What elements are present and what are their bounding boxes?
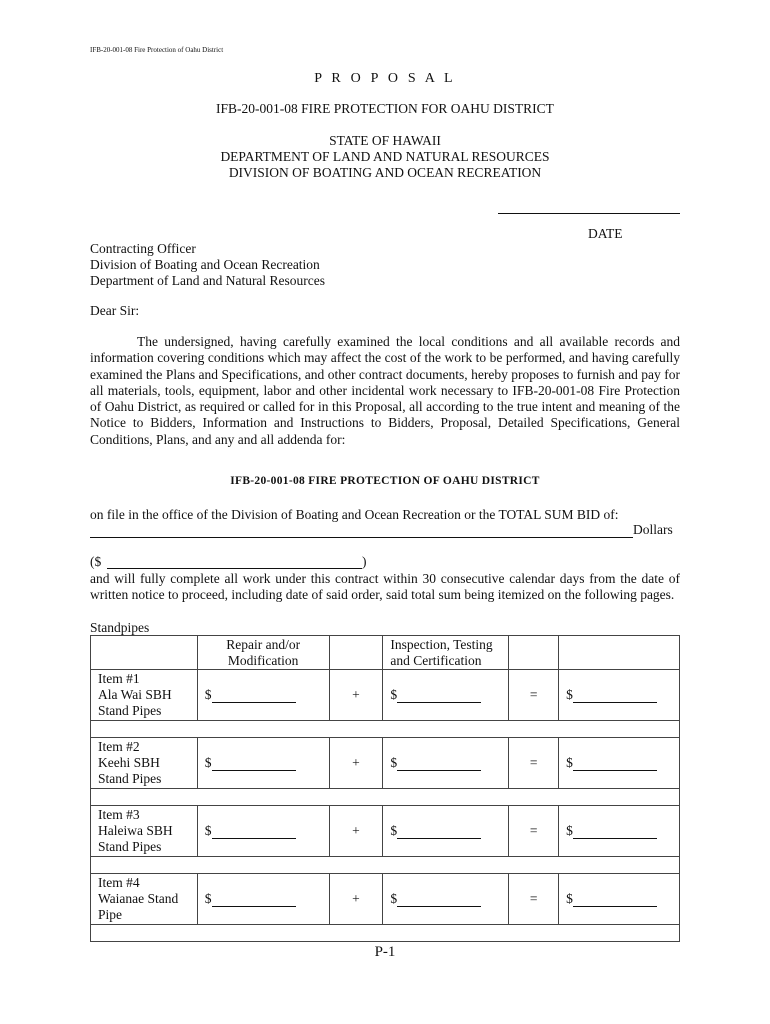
dollar-sign: $ — [204, 687, 212, 702]
table-spacer-row — [91, 925, 680, 942]
dollar-sign: $ — [204, 755, 212, 770]
dollars-label: Dollars — [633, 522, 673, 537]
page-title: P R O P O S A L — [314, 71, 456, 86]
salutation: Dear Sir: — [90, 303, 140, 318]
item-label: Item #1 — [98, 671, 140, 686]
total-amount-blank[interactable] — [573, 893, 657, 907]
column-header-text: Inspection, Testing — [390, 637, 493, 652]
table-row — [91, 738, 680, 789]
date-signature-line[interactable] — [498, 213, 680, 214]
date-label: DATE — [588, 226, 623, 241]
item-label-cell — [91, 806, 198, 857]
item-label: Stand Pipes — [98, 839, 162, 854]
item-label: Item #2 — [98, 739, 140, 754]
equals-cell: = — [509, 738, 559, 789]
column-header-text: Modification — [227, 653, 299, 668]
total-amount-cell[interactable] — [559, 670, 680, 721]
table-row — [91, 670, 680, 721]
table-header-cell — [559, 636, 680, 670]
item-label: Pipe — [98, 907, 123, 922]
dollar-sign: $ — [390, 823, 398, 838]
addressee-line: Division of Boating and Ocean Recreation — [90, 257, 320, 272]
completion-paragraph: and will fully complete all work under this contract within 30 consecutive calendar days from the date of written notice to proceed, including date of said order, said total sum being itemized on the following pages. — [90, 571, 680, 603]
dollar-sign: $ — [566, 823, 573, 838]
repair-amount-cell[interactable] — [197, 806, 329, 857]
table-spacer-row — [91, 789, 680, 806]
table-header-cell — [329, 636, 383, 670]
dollar-sign: $ — [390, 687, 398, 702]
table-header-cell — [91, 636, 198, 670]
total-amount-blank[interactable] — [573, 689, 657, 703]
total-amount-blank[interactable] — [573, 825, 657, 839]
inspection-amount-cell[interactable] — [383, 806, 509, 857]
state-line: STATE OF HAWAII — [329, 133, 441, 148]
inspection-amount-blank[interactable] — [397, 689, 481, 703]
total-amount-cell[interactable] — [559, 874, 680, 925]
inspection-amount-blank[interactable] — [397, 757, 481, 771]
section-label: Standpipes — [90, 620, 150, 635]
amount-open-paren: ($ — [90, 554, 102, 569]
running-head: IFB-20-001-08 Fire Protection of Oahu District — [90, 46, 224, 54]
equals-cell: = — [509, 806, 559, 857]
proposal-paragraph: The undersigned, having carefully examined the local conditions and all available records and information covering conditions which may affect the cost of the work to be performed, and having carefully examined the Plans and Specifications, and other contract documents, hereby proposes to furnish and pay for all materials, tools, equipment, labor and other incidental work necessary to IFB-20-001-08 Fire Protection of Oahu District, as required or called for in this Proposal, all according to the true intent and meaning of the Notice to Bidders, Information and Instructions to Bidders, Proposal, Detailed Specifications, General Conditions, Plans, and any and all addenda for: — [90, 334, 680, 447]
plus-cell: + — [329, 806, 383, 857]
repair-amount-blank[interactable] — [212, 757, 296, 771]
on-file-text: on file in the office of the Division of Boating and Ocean Recreation or the TOTAL SUM BID of: — [90, 507, 619, 522]
table-row — [91, 874, 680, 925]
inspection-amount-blank[interactable] — [397, 825, 481, 839]
item-label-cell — [91, 738, 198, 789]
table-header-row — [91, 636, 680, 670]
project-subheading: IFB-20-001-08 FIRE PROTECTION OF OAHU DISTRICT — [230, 475, 540, 487]
dollar-sign: $ — [566, 755, 573, 770]
dollar-sign: $ — [390, 755, 398, 770]
item-label: Waianae Stand — [98, 891, 179, 906]
plus-cell: + — [329, 738, 383, 789]
inspection-amount-cell[interactable] — [383, 738, 509, 789]
plus-cell: + — [329, 874, 383, 925]
repair-amount-cell[interactable] — [197, 670, 329, 721]
itemized-bid-table — [90, 635, 680, 942]
total-amount-cell[interactable] — [559, 738, 680, 789]
dollar-sign: $ — [204, 891, 212, 906]
item-label-cell — [91, 670, 198, 721]
total-amount-cell[interactable] — [559, 806, 680, 857]
table-header-cell — [509, 636, 559, 670]
equals-cell: = — [509, 670, 559, 721]
division-line: DIVISION OF BOATING AND OCEAN RECREATION — [228, 165, 542, 180]
addressee-line: Contracting Officer — [90, 241, 196, 256]
addressee-line: Department of Land and Natural Resources — [90, 273, 326, 288]
item-label: Item #3 — [98, 807, 140, 822]
equals-cell: = — [509, 874, 559, 925]
department-line: DEPARTMENT OF LAND AND NATURAL RESOURCES — [220, 149, 550, 164]
total-amount-blank[interactable] — [573, 757, 657, 771]
plus-cell: + — [329, 670, 383, 721]
table-spacer-row — [91, 721, 680, 738]
item-label: Ala Wai SBH — [98, 687, 172, 702]
inspection-amount-blank[interactable] — [397, 893, 481, 907]
amount-figure-line[interactable] — [107, 568, 362, 569]
dollar-sign: $ — [566, 687, 573, 702]
repair-amount-cell[interactable] — [197, 738, 329, 789]
repair-amount-blank[interactable] — [212, 689, 296, 703]
table-header-cell — [383, 636, 509, 670]
dollar-sign: $ — [566, 891, 573, 906]
dollar-sign: $ — [204, 823, 212, 838]
addressee-block — [90, 241, 325, 289]
item-label: Haleiwa SBH — [98, 823, 173, 838]
item-label-cell — [91, 874, 198, 925]
ifb-title: IFB-20-001-08 FIRE PROTECTION FOR OAHU DISTRICT — [216, 101, 554, 116]
dollars-written-line[interactable] — [90, 537, 633, 538]
amount-close-paren: ) — [362, 554, 367, 569]
table-spacer-row — [91, 857, 680, 874]
item-label: Keehi SBH — [98, 755, 160, 770]
inspection-amount-cell[interactable] — [383, 670, 509, 721]
column-header-text: and Certification — [390, 653, 482, 668]
dollar-sign: $ — [390, 891, 398, 906]
repair-amount-blank[interactable] — [212, 893, 296, 907]
table-header-cell — [197, 636, 329, 670]
item-label: Item #4 — [98, 875, 140, 890]
repair-amount-blank[interactable] — [212, 825, 296, 839]
column-header-text: Repair and/or — [226, 637, 301, 652]
repair-amount-cell[interactable] — [197, 874, 329, 925]
item-label: Stand Pipes — [98, 703, 162, 718]
inspection-amount-cell[interactable] — [383, 874, 509, 925]
item-label: Stand Pipes — [98, 771, 162, 786]
table-row — [91, 806, 680, 857]
page-number: P-1 — [374, 944, 396, 960]
